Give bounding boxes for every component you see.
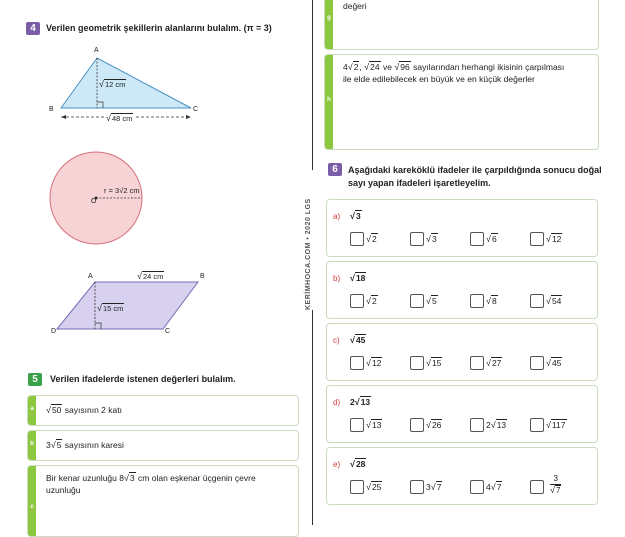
q6-option-checkbox[interactable] [350,356,364,370]
q6-option-checkbox[interactable] [350,480,364,494]
q6-option-radicand: 54 [551,296,562,306]
q6-option[interactable] [470,294,528,308]
parallelogram-height-label: √15 cm [97,303,124,313]
triangle-vertex-a: A [94,47,99,54]
q6-option-radicand: 15 [431,358,442,368]
triangle-vertex-b: B [49,106,54,113]
q6-expression-coef: 2 [350,397,355,407]
q6-expression-radicand: 28 [355,459,366,469]
q6-option[interactable] [410,356,468,370]
circle-center-label: O [91,198,97,205]
box-g [324,0,599,50]
question-6-title-line1: Aşağıdaki kareköklü ifadeler ile çarpıldığında sonucu doğal [348,165,602,175]
q6-option[interactable] [410,418,468,432]
triangle-base-label: √48 cm [104,113,135,124]
q6-option-checkbox[interactable] [350,418,364,432]
q6-option[interactable] [350,356,408,370]
q6-option[interactable] [350,480,408,494]
q6-option[interactable] [350,418,408,432]
q6-option-radicand: 6 [491,234,497,244]
q6-option-checkbox[interactable] [350,232,364,246]
question-4-title: Verilen geometrik şekillerin alanlarını bulalım. (π = 3) [46,23,272,33]
q5-item-b [27,430,299,461]
q6-option[interactable] [470,480,528,494]
q5-item-a [27,395,299,426]
q6-option[interactable] [410,294,468,308]
q6-option-label: √117 [546,420,566,430]
q6-option-checkbox[interactable] [530,356,544,370]
q6-option-label: √15 [426,358,442,368]
q6-option-radicand: 2 [371,296,377,306]
vertical-watermark: KERİMHOCA.COM • 2020 LGS [303,170,317,310]
box-h-tab-label: h [327,97,331,103]
box-h-text: 4√2, √24 ve √96 sayılarından herhangi ikisinin çarpılması ile elde edilebilecek en büyük ve en küçük değerler [343,62,565,84]
q6-option[interactable] [470,356,528,370]
q6-option[interactable] [530,356,588,370]
q6-option-checkbox[interactable] [470,294,484,308]
q5-item-a-text: √50 sayısının 2 katı [46,405,122,415]
q6-option-radicand: 12 [551,234,562,244]
q5-item-b-text: 3√5 sayısının karesi [46,440,124,450]
circle-figure [48,148,148,248]
question-5-title: Verilen ifadelerde istenen değerleri bulalım. [50,374,236,384]
q6-option-radicand: 7 [496,482,502,492]
q6-option-radicand: 7 [436,482,442,492]
q6-option-checkbox[interactable] [410,418,424,432]
q6-row-expression: √3 [350,211,361,221]
q5-tab-b-label: b [30,441,34,447]
q6-option[interactable] [470,232,528,246]
q6-option-radicand: 5 [431,296,437,306]
parallelogram-vertex-d: D [51,328,57,335]
q6-row-letter: d) [333,398,341,407]
triangle-vertex-c: C [193,106,199,113]
q6-option-checkbox[interactable] [530,232,544,246]
box-g-text: değeri [343,1,367,11]
q6-option[interactable] [410,480,468,494]
q5-tab-a-label: a [30,406,34,412]
q6-fraction-denominator: √7 [550,485,561,495]
q6-option-label: √2 [366,296,377,306]
q6-option-radicand: 27 [491,358,502,368]
q6-option-radicand: 25 [371,482,382,492]
q6-row [326,323,598,381]
q6-option-label: √12 [546,234,562,244]
q5-item-c-text: Bir kenar uzunluğu 8√3 cm olan eşkenar üçgenin çevre uzunluğu [46,473,256,495]
q6-fraction-numerator: 3 [550,474,561,485]
q6-row-expression: √28 [350,459,366,469]
q6-expression-radicand: 18 [355,273,366,283]
q6-row-expression: √18 [350,273,366,283]
q6-option-label: 4√7 [486,482,502,492]
q6-option-checkbox[interactable] [410,232,424,246]
q6-option[interactable] [470,418,528,432]
q6-option-coef: 2 [486,420,491,430]
q6-option-radicand: 8 [491,296,497,306]
box-g-tab-label: g [327,15,331,21]
q6-option-checkbox[interactable] [350,294,364,308]
q6-option[interactable] [530,294,588,308]
q5-tab-c-label: c [30,504,34,510]
q6-option-checkbox[interactable] [410,294,424,308]
q6-option-label: √6 [486,234,497,244]
q6-row-letter: a) [333,212,341,221]
q6-option-radicand: 12 [371,358,382,368]
circle-radius-label: r = 3√2 cm [104,186,140,195]
parallelogram-top-label: √24 cm [137,271,164,281]
q6-row-letter: b) [333,274,341,283]
q6-option-label: √54 [546,296,562,306]
q6-option-label: √12 [366,358,382,368]
q6-option-checkbox[interactable] [470,356,484,370]
q6-expression-radicand: 13 [360,397,371,407]
q6-option-radicand: 117 [551,420,566,430]
q6-expression-radicand: 3 [355,211,361,221]
q6-option-checkbox[interactable] [470,232,484,246]
question-4-number: 4 [26,22,40,35]
q6-row [326,261,598,319]
question-6-number: 6 [328,163,342,176]
q6-option-label: √25 [366,482,382,492]
parallelogram-vertex-a: A [88,273,93,280]
q6-option-radicand: 3 [431,234,437,244]
q6-option-label: √2 [366,234,377,244]
q6-option-label [550,474,561,496]
q6-row-letter: c) [333,336,340,345]
q6-row [326,385,598,443]
q6-option[interactable] [530,474,588,495]
question-5-number: 5 [28,373,42,386]
q6-row-expression: √45 [350,335,366,345]
q6-option-checkbox[interactable] [530,418,544,432]
q6-option-radicand: 2 [371,234,377,244]
q6-option-label: √5 [426,296,437,306]
q6-option-radicand: 45 [551,358,562,368]
q6-option-checkbox[interactable] [470,418,484,432]
box-g-tab [325,0,333,49]
q6-row [326,199,598,257]
q6-option-label: √3 [426,234,437,244]
q6-option-coef: 4 [486,482,491,492]
q6-option-label: √13 [366,420,382,430]
q6-option-label: √26 [426,420,442,430]
q6-option-checkbox[interactable] [530,294,544,308]
q6-option-label: 3√7 [426,482,442,492]
parallelogram-vertex-c: C [165,328,171,335]
q6-option-label: √45 [546,358,562,368]
q6-option[interactable] [530,232,588,246]
q6-option-label: 2√13 [486,420,507,430]
q6-row-expression: 2√13 [350,397,371,407]
q6-option-label: √8 [486,296,497,306]
q6-option-coef: 3 [426,482,431,492]
q5-tab-c [28,466,36,536]
q5-item-c [27,465,299,537]
q6-option-checkbox[interactable] [410,480,424,494]
q6-option[interactable] [350,294,408,308]
q6-option-checkbox[interactable] [530,480,544,494]
q6-option-radicand: 26 [431,420,442,430]
q6-option-checkbox[interactable] [470,480,484,494]
triangle-height-label: √12 cm [99,79,126,89]
q6-option-radicand: 13 [496,420,507,430]
q6-option[interactable] [410,232,468,246]
q6-option-checkbox[interactable] [410,356,424,370]
box-h [324,54,599,150]
question-6-title-line2: sayı yapan ifadeleri işaretleyelim. [348,178,491,188]
q6-option-label: √27 [486,358,502,368]
q6-expression-radicand: 45 [355,335,366,345]
parallelogram-vertex-b: B [200,273,205,280]
q6-option-radicand: 7 [555,486,561,495]
q6-row-letter: e) [333,460,341,469]
q6-option[interactable] [350,232,408,246]
q6-option[interactable] [530,418,588,432]
parallelogram-figure [50,276,210,338]
q6-option-radicand: 13 [371,420,382,430]
